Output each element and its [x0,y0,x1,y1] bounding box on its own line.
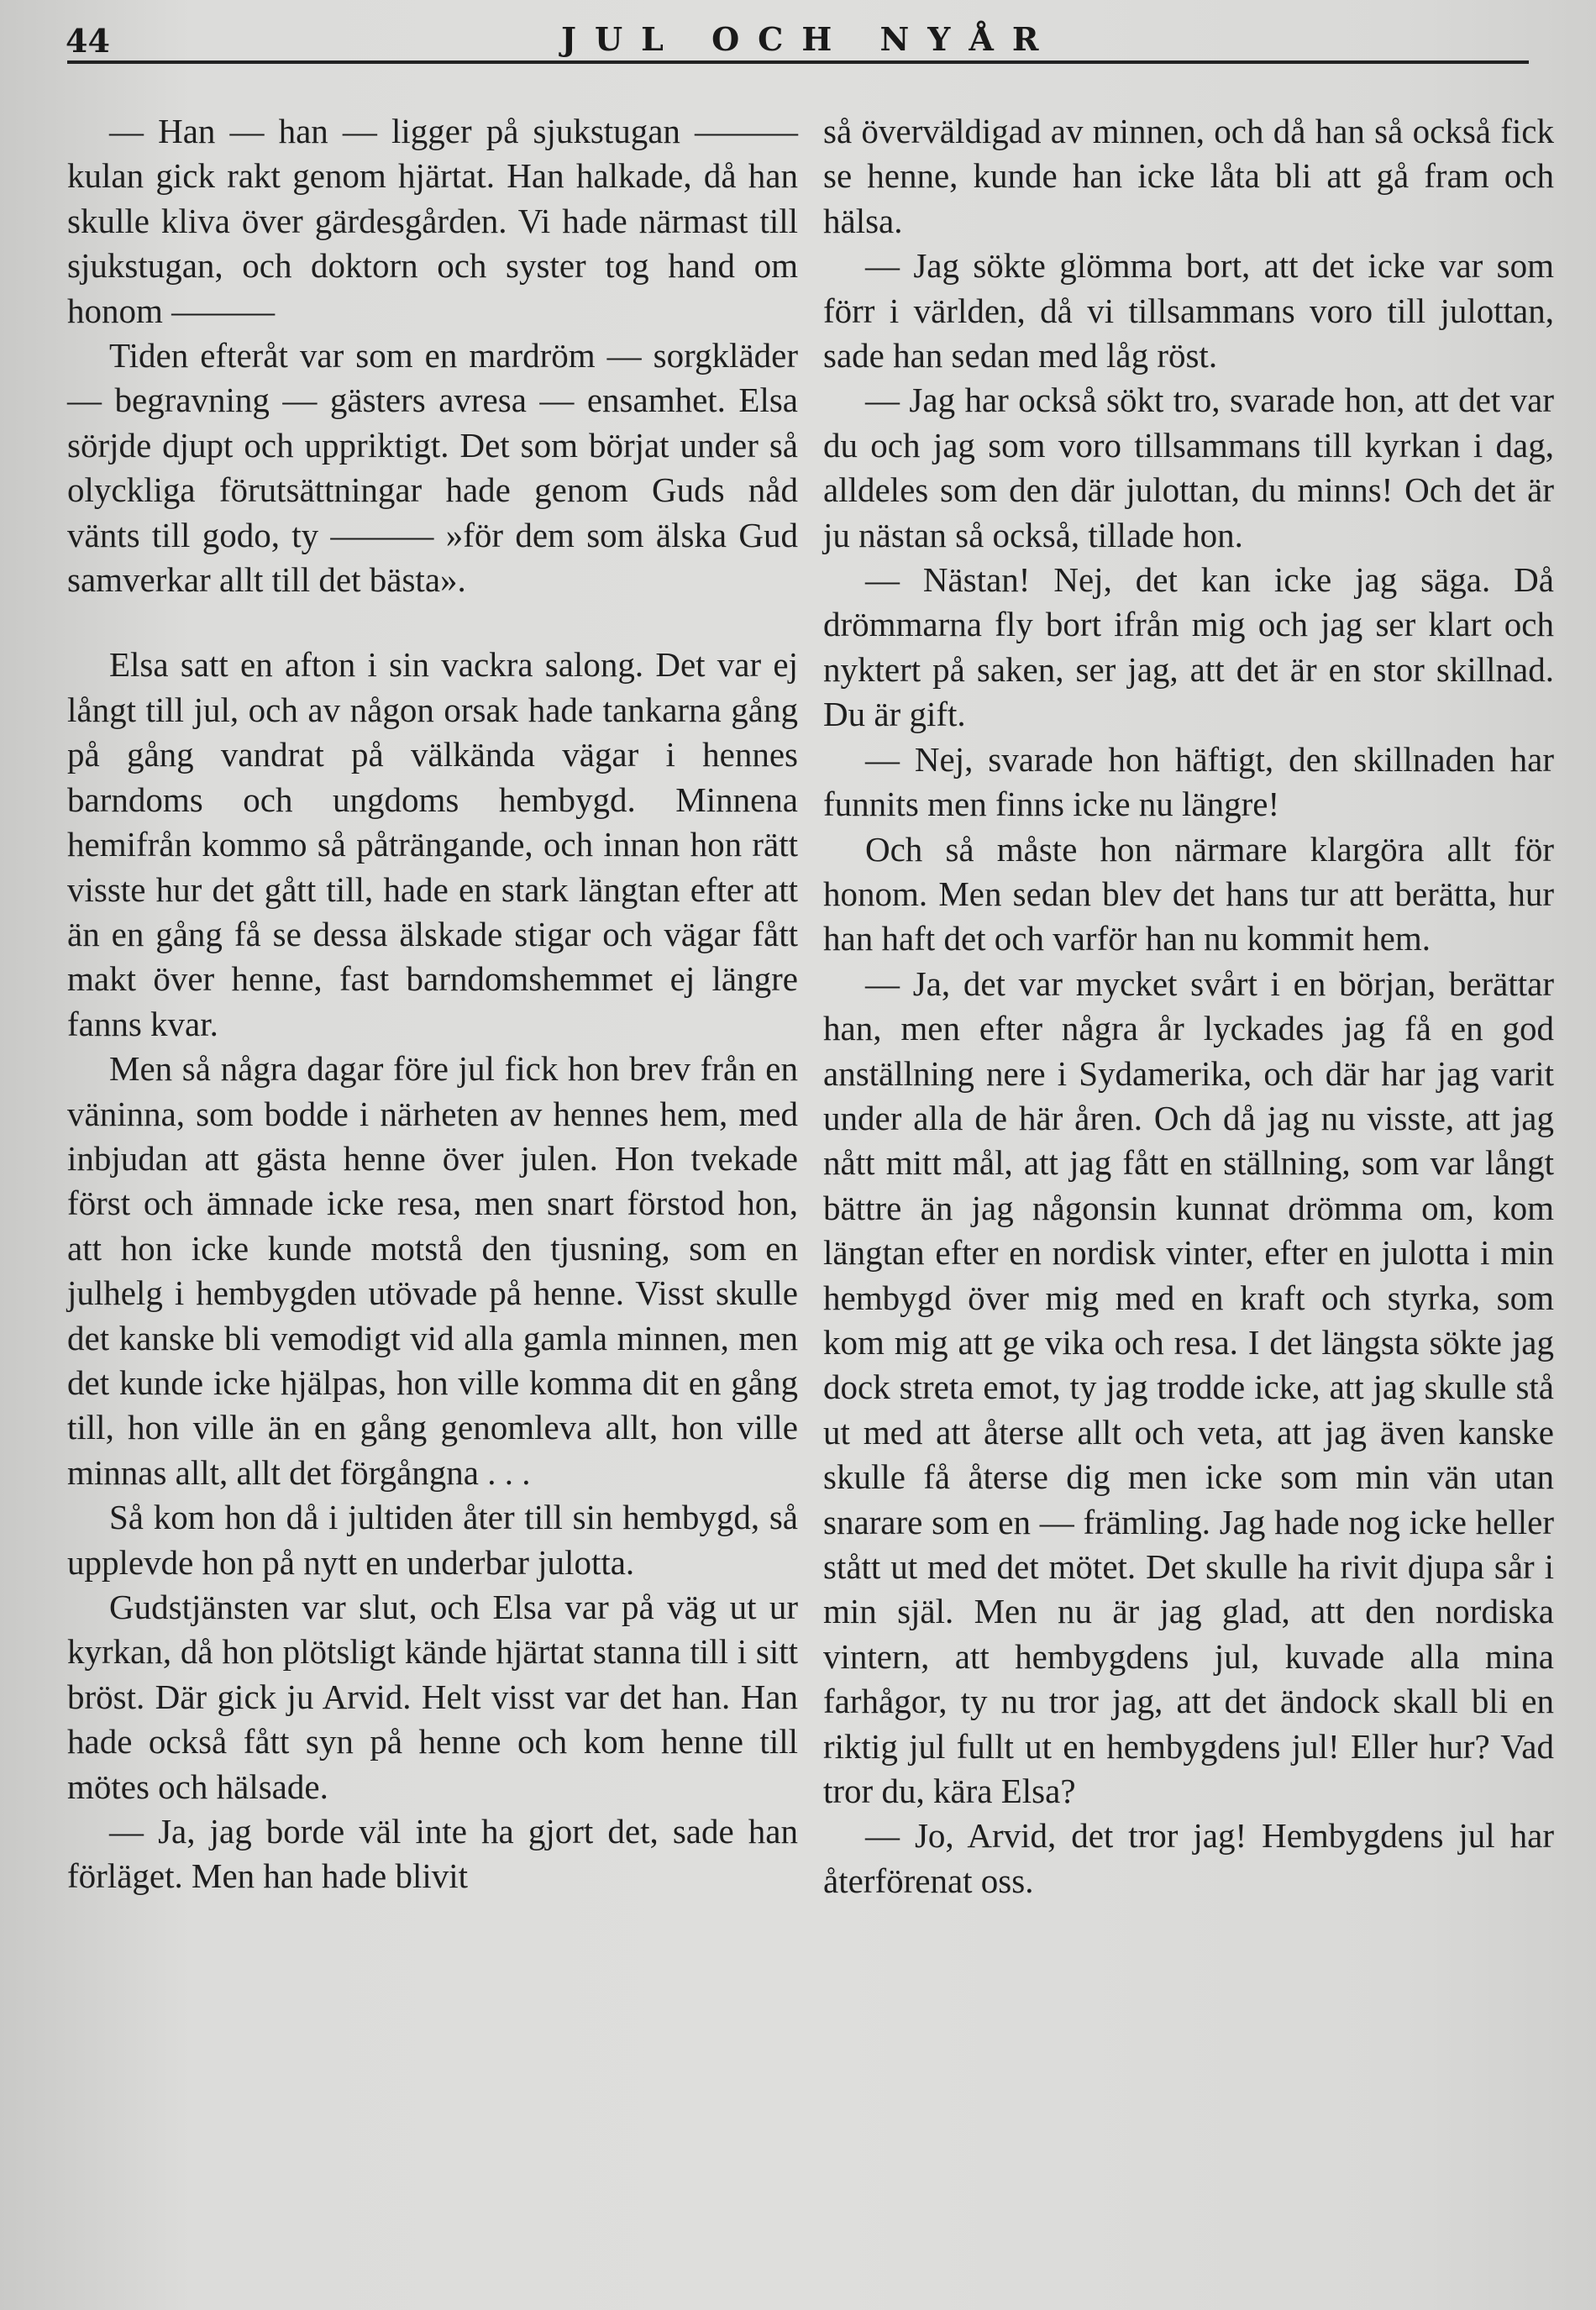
paragraph: så överväldigad av minnen, och då han så också fick se henne, kunde han icke låta bli att gå fram och hälsa. [823,112,1554,240]
paragraph: — Jag har också sökt tro, svarade hon, att det var du och jag som voro tillsammans till kyrkan i dag, alldeles som den där julottan, du minns! Och det är ju nästan så också, tillade hon. [823,381,1554,554]
header-rule [67,60,1529,64]
paragraph: Elsa satt en afton i sin vackra salong. Det var ej långt till jul, och av någon orsak hade tankarna gång på gång vandrat på välkända vägar i hennes barndoms och ungdoms hembygd. Minnena hemifrån kommo så påträngande, och innan hon rätt visste hur det gått till, hade en stark längtan efter att än en gång få se dessa älskade stigar och vägar fått makt över henne, fast barndomshemmet ej längre fanns kvar. [67,645,798,1043]
right-column [823,109,1554,1903]
paragraph: — Jag sökte glömma bort, att det icke var som förr i världen, då vi tillsammans voro till julottan, sade han sedan med låg röst. [823,246,1554,375]
paragraph: — Han — han — ligger på sjukstugan ——— kulan gick rakt genom hjärtat. Han halkade, då han skulle kliva över gärdesgården. Vi hade närmast till sjukstugan, och doktorn och syster tog hand om honom ——— [67,112,798,330]
paragraph: Tiden efteråt var som en mardröm — sorgkläder — begravning — gästers avresa — ensamhet. Elsa sörjde djupt och uppriktigt. Det som börjat under så olyckliga förutsättningar hade genom Guds nåd vänts till godo, ty ——— »för dem som älska Gud samverkar allt till det bästa». [67,336,798,600]
paragraph: — Jo, Arvid, det tror jag! Hembygdens jul har återförenat oss. [823,1816,1554,1900]
running-title: JUL OCH NYÅR [561,20,1058,58]
left-column [67,109,798,1899]
paragraph: Och så måste hon närmare klargöra allt för honom. Men sedan blev det hans tur att berätta, hur han haft det och varför han nu kommit hem. [823,829,1554,958]
paragraph: — Nej, svarade hon häftigt, den skillnaden har funnits men finns icke nu längre! [823,739,1554,824]
paragraph: Gudstjänsten var slut, och Elsa var på väg ut ur kyrkan, då hon plötsligt kände hjärtat stanna till i sitt bröst. Där gick ju Arvid. Helt visst var det han. Han hade också fått syn på henne och kom henne till mötes och hälsade. [67,1588,798,1806]
paragraph: Så kom hon då i jultiden åter till sin hembygd, så upplevde hon på nytt en underbar julotta. [67,1498,798,1582]
paragraph: — Ja, jag borde väl inte ha gjort det, sade han förläget. Men han hade blivit [67,1812,798,1896]
paragraph: Men så några dagar före jul fick hon brev från en väninna, som bodde i närheten av hennes hem, med inbjudan att gästa henne över julen. Hon tvekade först och ämnade icke resa, men snart förstod hon, att hon icke kunde motstå den tjusning, som en julhelg i hembygden utövade på henne. Visst skulle det kanske bli vemodigt vid alla gamla minnen, men det kunde icke hjälpas, hon ville komma dit en gång till, hon ville än en gång genomleva allt, hon ville minnas allt, allt det förgångna . . . [67,1049,798,1492]
page-number: 44 [66,22,110,60]
page-header [66,15,1527,66]
paragraph: — Nästan! Nej, det kan icke jag säga. Då drömmarna fly bort ifrån mig och jag ser klart och nyktert på saken, ser jag, att det är en stor skillnad. Du är gift. [823,560,1554,734]
paragraph: — Ja, det var mycket svårt i en början, berättar han, men efter några år lyckades jag få en god anställning nere i Sydamerika, och där har jag varit under alla de här åren. Och då jag nu visste, att jag nått mitt mål, att jag fått en ställning, som var långt bättre än jag någonsin kunnat drömma om, kom längtan efter en nordisk vinter, efter en julotta i min hembygd över mig med en kraft och styrka, som kom mig att ge vika och resa. I det längsta sökte jag dock streta emot, ty jag trodde icke, att jag skulle stå ut med att återse allt och veta, att jag även kanske skulle få återse dig men icke som min vän utan snarare som en — främling. Jag hade nog icke heller stått ut med det mötet. Det skulle ha rivit djupa sår i min själ. Men nu är jag glad, att den nordiska vintern, att hembygdens jul, kuvade alla mina farhågor, ty nu tror jag, att det ändock skall bli en riktig jul fullt ut en hembygdens jul! Eller hur? Vad tror du, kära Elsa? [823,963,1554,1811]
